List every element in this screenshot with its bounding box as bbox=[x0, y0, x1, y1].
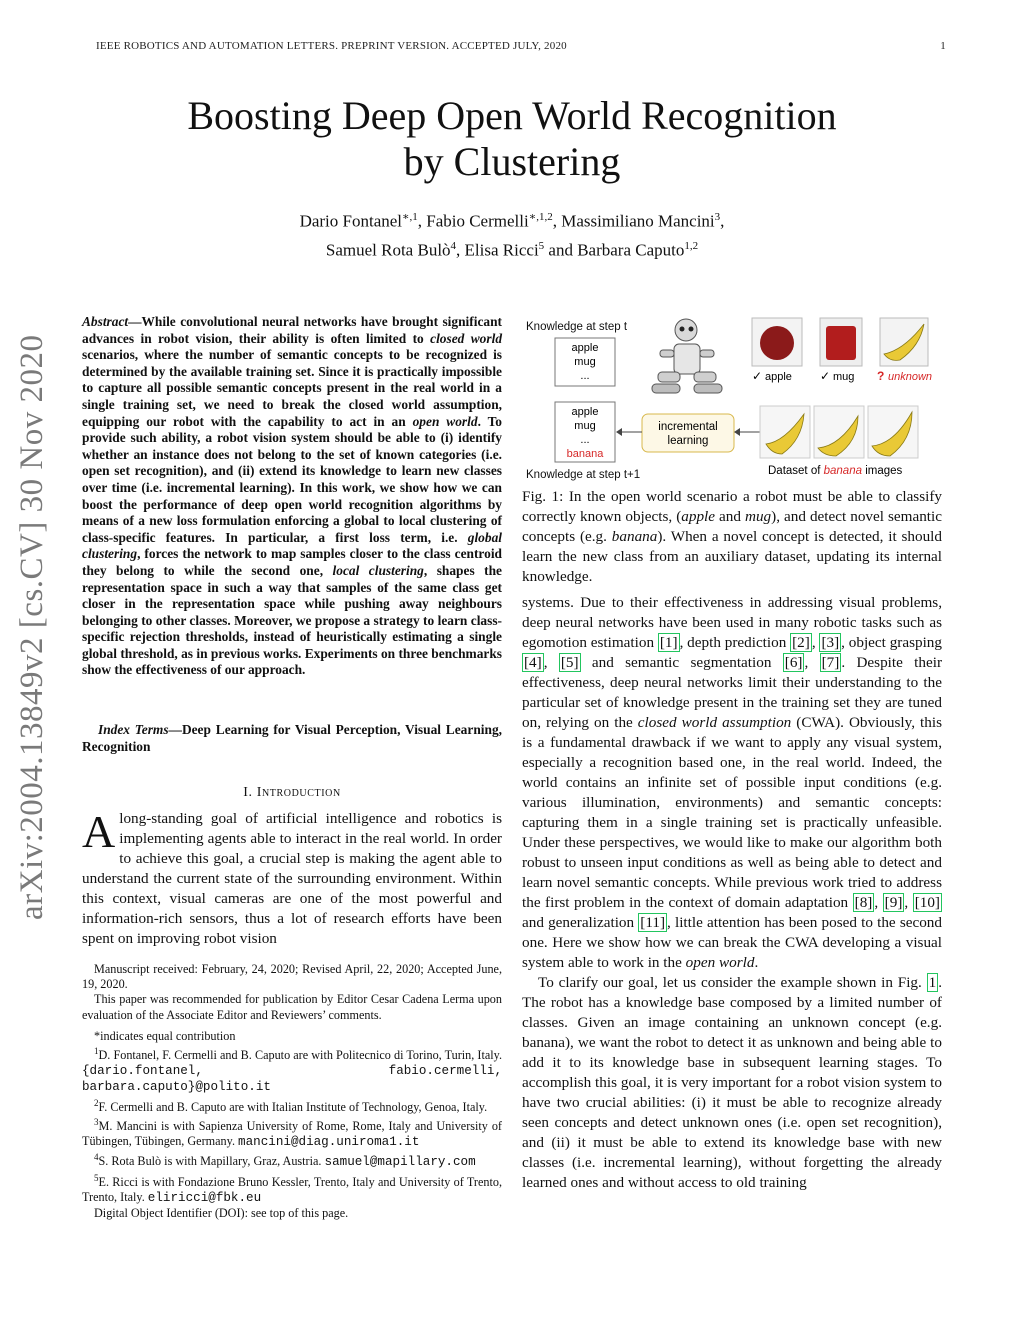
figure-link[interactable]: 1 bbox=[928, 974, 937, 991]
footnote-marker: 2 bbox=[94, 1097, 99, 1108]
robot-illustration bbox=[652, 319, 722, 393]
citation-link[interactable]: [10] bbox=[914, 894, 940, 911]
footnote-affiliation-1 bbox=[82, 1044, 502, 1096]
abstract-emphasis: open world bbox=[412, 413, 478, 429]
citation-link[interactable]: [3] bbox=[821, 634, 840, 651]
intro-text: long-standing goal of artificial intelligence and robotics is implementing agents able to interact in the real world. In order to achieve this goal, a crucial step is making the agent able to understand the current state of the surrounding environment. Within this context, visual cameras are one of the most powerful and information-rich sensors, thus a lot of research efforts have been spent on improving robot vision bbox=[82, 810, 502, 947]
email-link[interactable]: mancini@diag.uniroma1.it bbox=[238, 1135, 420, 1150]
arxiv-stamp: arXiv:2004.13849v2 [cs.CV] 30 Nov 2020 bbox=[14, 334, 50, 920]
author-affiliation: ∗,1,2 bbox=[528, 211, 553, 223]
body-emphasis: closed world assumption bbox=[637, 714, 792, 731]
author-name: Fabio Cermelli bbox=[426, 211, 529, 231]
prediction-mug: mug bbox=[833, 371, 855, 383]
dataset-label-prefix: Dataset of bbox=[768, 465, 824, 477]
kb-t1-new-item: banana bbox=[566, 448, 604, 460]
body-text: , bbox=[804, 654, 820, 671]
footnote-affiliation-5 bbox=[82, 1171, 502, 1206]
arrow-head bbox=[734, 428, 740, 436]
caption-emphasis: mug bbox=[744, 508, 772, 525]
index-terms-text: —Deep Learning for Visual Perception, Visual Learning, Recognition bbox=[82, 722, 502, 754]
email-link[interactable]: eliricci@fbk.eu bbox=[147, 1190, 262, 1205]
author-list: Dario Fontanel$^{∗,1}$, Fabio Cermelli$^{∗,1,2}$, Massimiliano Mancini$^3$, Samuel Rota Bulò$^4$, Elisa Ricci$^5$ and Barbara Caputo$^{1,2}$ bbox=[299, 211, 725, 260]
kb-t1-item: ... bbox=[580, 434, 590, 446]
footnotes bbox=[82, 962, 502, 1221]
footnote-recommended: This paper was recommended for publication by Editor Cesar Cadena Lerma upon evaluation of the Associate Editor and Reviewers’ comments. bbox=[82, 992, 502, 1022]
citation-link[interactable]: [2] bbox=[792, 634, 810, 651]
body-emphasis: open world bbox=[685, 954, 755, 971]
citation-link[interactable]: [9] bbox=[884, 894, 903, 911]
banana-query-image bbox=[880, 318, 928, 366]
apple-icon bbox=[760, 326, 794, 360]
paragraph bbox=[522, 973, 942, 1193]
author-affiliation: ∗,1 bbox=[402, 211, 418, 223]
body-text: , bbox=[543, 654, 559, 671]
author-name: Dario Fontanel bbox=[299, 211, 403, 231]
index-terms bbox=[82, 722, 502, 755]
dataset-label bbox=[768, 465, 903, 477]
section-number: I. bbox=[243, 785, 253, 800]
section-title: Introduction bbox=[256, 785, 341, 800]
prediction-unknown: unknown bbox=[888, 371, 933, 383]
citation-link[interactable]: [6] bbox=[784, 654, 803, 671]
page-number: 1 bbox=[940, 40, 946, 52]
right-column-text bbox=[522, 593, 942, 1193]
dataset-label-class: banana bbox=[823, 465, 862, 477]
footnote-affiliation-3 bbox=[82, 1115, 502, 1150]
citation-link[interactable]: [1] bbox=[659, 634, 678, 651]
index-terms-label: Index Terms bbox=[98, 722, 169, 737]
kb-t1-item: mug bbox=[574, 420, 596, 432]
author-affiliation: 1,2 bbox=[684, 239, 699, 252]
mug-icon bbox=[826, 326, 856, 360]
footnote-text: M. Mancini is with Sapienza University of Rome, Rome, Italy and University of Tübingen, Tübingen, Germany. bbox=[82, 1119, 502, 1149]
body-text: . bbox=[754, 954, 759, 971]
footnote-marker: 3 bbox=[94, 1116, 99, 1127]
body-text: , bbox=[904, 894, 913, 911]
kb-t1-item: apple bbox=[571, 406, 599, 418]
caption-emphasis: banana bbox=[611, 528, 658, 545]
footnote-text: E. Ricci is with Fondazione Bruno Kessler, Trento, Italy and University of Trento, Trento, Italy. bbox=[82, 1174, 502, 1204]
abstract-text: —While convolutional neural networks have brought significant advances in robot vision, their ability is often limited to bbox=[82, 314, 502, 346]
caption-emphasis: apple bbox=[681, 508, 715, 525]
question-icon: ? bbox=[877, 369, 885, 383]
kb-t-item: mug bbox=[574, 356, 596, 368]
caption-label: Fig. 1: bbox=[522, 488, 564, 505]
body-text: To clarify our goal, let us consider the example shown in Fig. bbox=[538, 974, 927, 991]
arrow-head bbox=[616, 428, 622, 436]
body-text: and semantic segmentation bbox=[580, 654, 783, 671]
abstract-text: , shapes the representation space in such a way that samples of the same class get closer in the representation space while pushing away neighbours belonging to other classes. Moreover, we propose a strategy to learn class-specific rejection thresholds, instead of heuristically estimating a single global threshold, as in previous works. Experiments on three benchmarks show the effectiveness of our approach. bbox=[82, 562, 502, 678]
caption-text: and bbox=[715, 508, 745, 525]
email-link[interactable]: {dario.fontanel, fabio.cermelli, barbara.caputo}@polito.it bbox=[82, 1064, 502, 1095]
body-text: and generalization bbox=[522, 914, 639, 931]
body-text: systems. Due to their effectiveness in addressing visual problems, deep neural networks have been used in many robotic tasks such as egomotion estimation bbox=[522, 594, 942, 651]
footnote-text: D. Fontanel, F. Cermelli and B. Caputo are with Politecnico di Torino, Turin, Italy. bbox=[98, 1048, 502, 1063]
footnote-affiliation-4 bbox=[82, 1150, 502, 1170]
body-text: , bbox=[874, 894, 883, 911]
abstract-text: . To provide such ability, a robot vision system should be able to (i) identify whether an instance does not belong to the set of known categories (i.e. open set recognition), and (ii) extend its knowledge to learn new classes over time (i.e. incremental learning). In this work, we show how we can boost the performance of deep open world recognition algorithms by means of a new loss formulation enforcing a global to local clustering of class-specific features. In particular, a first loss term, i.e. bbox=[82, 413, 502, 545]
paper-title bbox=[80, 93, 944, 185]
abstract-emphasis: local clustering bbox=[332, 562, 424, 578]
paragraph bbox=[522, 593, 942, 973]
abstract-text: scenarios, where the number of semantic concepts to be recognized is determined by the available training set. Since it is practically impossible to capture all possible semantic concepts present in the real world in a single training set, we need to break the closed world assumption, equipping our robot with the capability to act in an bbox=[82, 347, 502, 429]
section-heading bbox=[82, 785, 502, 801]
footnote-equal-contribution: *indicates equal contribution bbox=[94, 1028, 236, 1043]
running-header bbox=[96, 40, 946, 52]
footnote-marker: 5 bbox=[94, 1172, 99, 1183]
author-name: Elisa Ricci bbox=[464, 240, 539, 260]
abstract-emphasis: closed world bbox=[430, 330, 503, 346]
intro-paragraph bbox=[82, 806, 502, 949]
footnote-marker: 4 bbox=[94, 1152, 99, 1163]
email-link[interactable]: samuel@mapillary.com bbox=[324, 1155, 476, 1170]
drop-cap: A bbox=[82, 806, 116, 857]
footnote-marker: 1 bbox=[94, 1046, 99, 1057]
author-name: Samuel Rota Bulò bbox=[325, 240, 451, 260]
body-text: . Despite their effectiveness, deep neural networks limit their understanding to the particular set of knowledge present in the training set they are tuned on, relying on the bbox=[522, 654, 943, 731]
body-text: (CWA). Obviously, this is a fundamental drawback if we want to apply any visual system, especially a recognition based one, in the real world. Indeed, the world contains an infinite set of possible input conditions (e.g. various illumination, environments) and semantic concepts: capturing them in a single training set is practically unfeasible. Under these perspectives, we would like to make our algorithm both robust to unseen input conditions as well as being able to detect and learn novel semantic concepts. While previous work tried to address the first problem in the context of domain adaptation bbox=[522, 714, 942, 911]
kb-t-item: apple bbox=[571, 342, 599, 354]
citation-link[interactable]: [4] bbox=[524, 654, 542, 671]
citation-link[interactable]: [8] bbox=[854, 894, 873, 911]
author-name: and Barbara Caputo bbox=[548, 240, 685, 260]
check-icon: ✓ bbox=[820, 369, 831, 383]
caption-text: In the open world scenario a robot must be able to classify correctly known objects, ( bbox=[522, 488, 943, 525]
journal-header: IEEE ROBOTICS AND AUTOMATION LETTERS. PREPRINT VERSION. ACCEPTED JULY, 2020 bbox=[96, 40, 567, 52]
citation-link[interactable]: [11] bbox=[640, 914, 666, 931]
figure-caption bbox=[522, 487, 942, 587]
body-text: , object grasping bbox=[841, 634, 942, 651]
author-affiliation: 5 bbox=[538, 239, 545, 252]
abstract-emphasis: global clustering bbox=[82, 529, 502, 562]
footnote-affiliation-2 bbox=[82, 1096, 502, 1115]
abstract-text: , forces the network to map samples closer to the class centroid they belong to while the second one, bbox=[82, 546, 502, 578]
citation-link[interactable]: [5] bbox=[560, 654, 579, 671]
footnote-received: Manuscript received: February, 24, 2020; Revised April, 22, 2020; Accepted June, 19, 2020. bbox=[82, 962, 502, 992]
footnote-doi: Digital Object Identifier (DOI): see top of this page. bbox=[94, 1206, 349, 1221]
learning-label: learning bbox=[667, 435, 709, 447]
prediction-apple: apple bbox=[765, 371, 792, 383]
citation-link[interactable]: [7] bbox=[821, 654, 840, 671]
figure-1 bbox=[522, 316, 947, 486]
author-name: Massimiliano Mancini bbox=[561, 211, 715, 231]
author-affiliation: 3 bbox=[714, 211, 721, 223]
abstract bbox=[82, 314, 502, 679]
abstract-label: Abstract bbox=[82, 314, 129, 329]
caption-text: ), and detect novel semantic concepts (e.g. bbox=[522, 508, 942, 545]
footnote-text: S. Rota Bulò is with Mapillary, Graz, Austria. bbox=[98, 1154, 322, 1169]
body-text: . The robot has a knowledge base composed by a limited number of classes. Given an image containing an unknown concept (e.g. banana), we want the robot to detect it as unknown and being able to add it to its knowledge base in subsequent learning stages. To accomplish this goal, it is very important for a robot vision system to have two crucial abilities: (i) it must be able to recognize already seen concepts and detect unknown ones (i.e. open set recognition), and (ii) it must be able to extend its knowledge base with new classes (i.e. incremental learning), without forgetting the already learned ones and without access to old training bbox=[522, 974, 942, 1191]
body-text: , depth prediction bbox=[679, 634, 791, 651]
figure-step-t1-label: Knowledge at step t+1 bbox=[526, 469, 641, 481]
body-text: , little attention has been posed to the second one. Here we show how we can break the CWA developing a visual system able to work in the bbox=[522, 914, 942, 971]
title-line-1: Boosting Deep Open World Recognition bbox=[187, 93, 837, 138]
kb-t-item: ... bbox=[580, 370, 590, 382]
title-line-2: by Clustering bbox=[403, 139, 621, 184]
footnote-text: F. Cermelli and B. Caputo are with Italian Institute of Technology, Genoa, Italy. bbox=[98, 1099, 488, 1114]
author-affiliation: 4 bbox=[450, 239, 457, 252]
body-text: , bbox=[811, 634, 820, 651]
incremental-label: incremental bbox=[658, 421, 718, 433]
dataset-label-suffix: images bbox=[862, 465, 903, 477]
figure-step-t-label: Knowledge at step t bbox=[526, 321, 628, 333]
check-icon: ✓ bbox=[752, 369, 763, 383]
caption-text: ). When a novel concept is detected, it should learn the new class from an auxiliary dataset, updating its internal knowledge. bbox=[522, 528, 942, 585]
